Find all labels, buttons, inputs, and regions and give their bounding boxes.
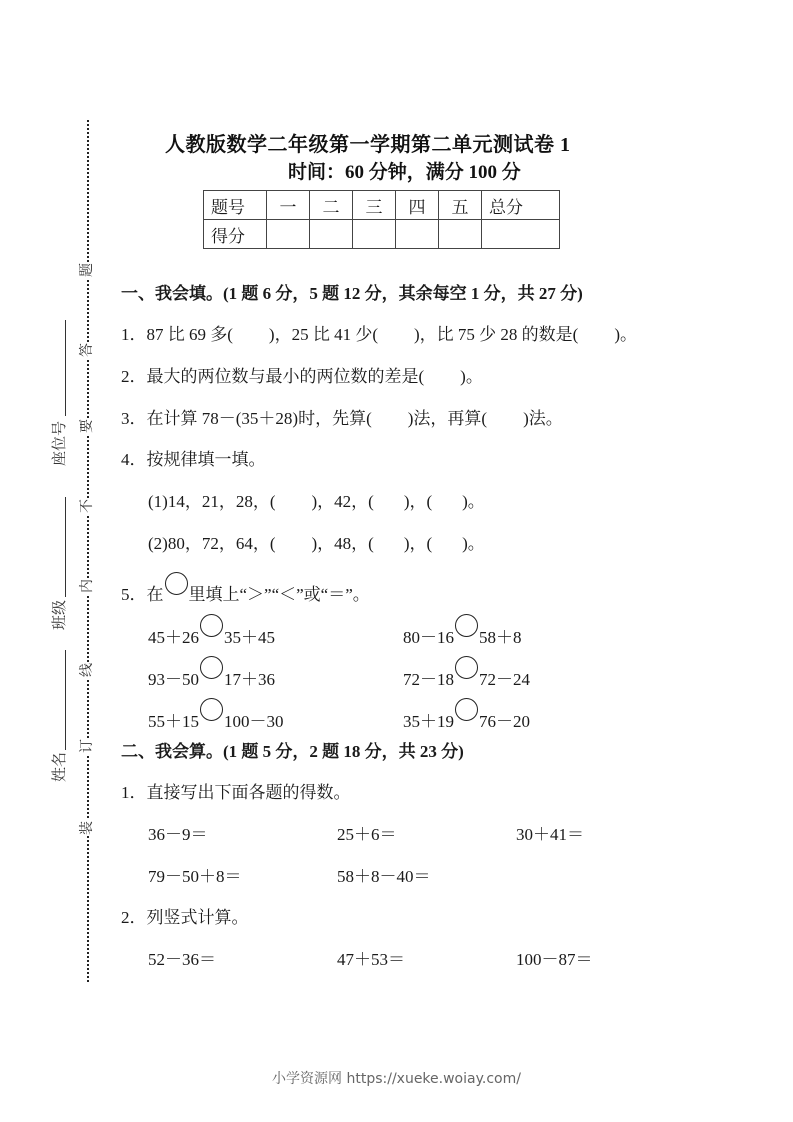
compare-circle[interactable]	[455, 656, 478, 679]
compare-circle[interactable]	[200, 656, 223, 679]
name-underline[interactable]	[65, 650, 66, 750]
seat-number-underline[interactable]	[65, 320, 66, 416]
calc-item: 79－50＋8＝	[148, 867, 242, 886]
question-text: )法，再算(	[407, 409, 488, 428]
binding-char: 要	[80, 419, 95, 433]
score-cell: 题号	[204, 191, 267, 220]
calc-item: 36－9＝	[148, 825, 208, 844]
question-number: 1．	[121, 783, 147, 802]
question-2-2	[121, 903, 249, 928]
calc-item: 58＋8－40＝	[337, 867, 431, 886]
compare-item	[403, 656, 530, 690]
compare-circle[interactable]	[455, 698, 478, 721]
question-text: 里填上“＞”“＜”或“＝”。	[188, 585, 370, 604]
question-1-5	[121, 572, 370, 605]
binding-char: 题	[80, 263, 95, 277]
calc-item: 25＋6＝	[337, 825, 397, 844]
compare-circle[interactable]	[200, 698, 223, 721]
class-underline[interactable]	[65, 497, 66, 597]
score-input-cell[interactable]	[310, 220, 353, 249]
question-text: 87 比 69 多(	[146, 325, 233, 344]
compare-circle[interactable]	[200, 614, 223, 637]
question-2-1	[121, 778, 351, 803]
question-text: (1)14，21，28，(	[148, 492, 276, 511]
score-input-cell[interactable]	[267, 220, 310, 249]
vertical-calc-item: 100－87＝	[516, 950, 593, 969]
seat-number-label: 座位号	[52, 420, 68, 466]
compare-right: 58＋8	[479, 628, 522, 647]
section-2-heading: 二、我会算。(1 题 5 分，2 题 18 分，共 23 分)	[121, 742, 464, 761]
question-number: 1．	[121, 325, 147, 344]
score-input-cell[interactable]	[353, 220, 396, 249]
question-1-4-sub-2	[148, 529, 485, 554]
score-cell: 二	[310, 191, 353, 220]
score-input-cell[interactable]	[396, 220, 439, 249]
binding-dotted-line	[87, 120, 89, 982]
question-text: 按规律填一填。	[146, 450, 266, 469]
question-text: )，(	[403, 534, 433, 553]
question-number: 3．	[121, 409, 147, 428]
question-text: 列竖式计算。	[146, 908, 249, 927]
binding-char: 订	[80, 739, 95, 753]
binding-char: 答	[80, 343, 95, 357]
compare-item	[148, 614, 275, 648]
score-table	[203, 190, 560, 249]
question-number: 4．	[121, 450, 147, 469]
question-text: )，48，(	[311, 534, 374, 553]
vertical-calc-item: 47＋53＝	[337, 950, 405, 969]
question-text: 在	[146, 585, 164, 604]
score-cell: 五	[439, 191, 482, 220]
question-text: )。	[462, 492, 485, 511]
question-text: 直接写出下面各题的得数。	[146, 783, 351, 802]
question-number: 2．	[121, 367, 147, 386]
question-number: 5．	[121, 585, 147, 604]
circle-icon	[165, 572, 188, 595]
compare-left: 55＋15	[148, 712, 199, 731]
score-cell: 得分	[204, 220, 267, 249]
binding-char: 线	[80, 663, 95, 677]
compare-right: 17＋36	[224, 670, 275, 689]
compare-right: 76－20	[479, 712, 530, 731]
question-1-4	[121, 445, 266, 470]
compare-item	[403, 614, 522, 648]
score-input-cell[interactable]	[439, 220, 482, 249]
score-cell: 四	[396, 191, 439, 220]
binding-char: 不	[80, 499, 95, 513]
compare-right: 100－30	[224, 712, 284, 731]
question-text: (2)80，72，64，(	[148, 534, 276, 553]
question-text: )。	[460, 367, 483, 386]
name-label: 姓名	[52, 751, 68, 782]
question-text: )，(	[403, 492, 433, 511]
section-1-heading: 一、我会填。(1 题 6 分，5 题 12 分，其余每空 1 分，共 27 分)	[121, 284, 583, 303]
question-1-2	[121, 362, 483, 387]
score-input-cell[interactable]	[482, 220, 560, 249]
compare-item	[403, 698, 530, 732]
question-text: )法。	[523, 409, 563, 428]
question-1-1	[121, 320, 637, 345]
compare-left: 80－16	[403, 628, 454, 647]
page-title: 人教版数学二年级第一学期第二单元测试卷 1	[165, 134, 571, 156]
question-1-4-sub-1	[148, 487, 485, 512]
compare-left: 35＋19	[403, 712, 454, 731]
score-cell: 一	[267, 191, 310, 220]
question-number: 2．	[121, 908, 147, 927]
class-label: 班级	[52, 599, 68, 630]
compare-right: 35＋45	[224, 628, 275, 647]
compare-left: 72－18	[403, 670, 454, 689]
compare-left: 93－50	[148, 670, 199, 689]
compare-right: 72－24	[479, 670, 530, 689]
binding-char: 内	[80, 579, 95, 593]
calc-item: 30＋41＝	[516, 825, 584, 844]
question-text: 最大的两位数与最小的两位数的差是(	[146, 367, 425, 386]
footer-watermark: 小学资源网 https://xueke.woiay.com/	[272, 1071, 521, 1087]
question-text: )。	[614, 325, 637, 344]
question-1-3	[121, 404, 563, 429]
compare-item	[148, 656, 275, 690]
question-text: )，25 比 41 少(	[268, 325, 378, 344]
score-cell: 三	[353, 191, 396, 220]
compare-circle[interactable]	[455, 614, 478, 637]
question-text: 在计算 78－(35＋28)时，先算(	[146, 409, 372, 428]
page-subtitle: 时间：60 分钟，满分 100 分	[288, 162, 521, 183]
score-table-header-row	[204, 191, 560, 220]
question-text: )。	[462, 534, 485, 553]
score-table-score-row	[204, 220, 560, 249]
score-cell: 总分	[482, 191, 560, 220]
compare-left: 45＋26	[148, 628, 199, 647]
question-text: )，42，(	[311, 492, 374, 511]
vertical-calc-item: 52－36＝	[148, 950, 216, 969]
compare-item	[148, 698, 284, 732]
question-text: )，比 75 少 28 的数是(	[414, 325, 579, 344]
binding-char: 装	[80, 821, 95, 835]
